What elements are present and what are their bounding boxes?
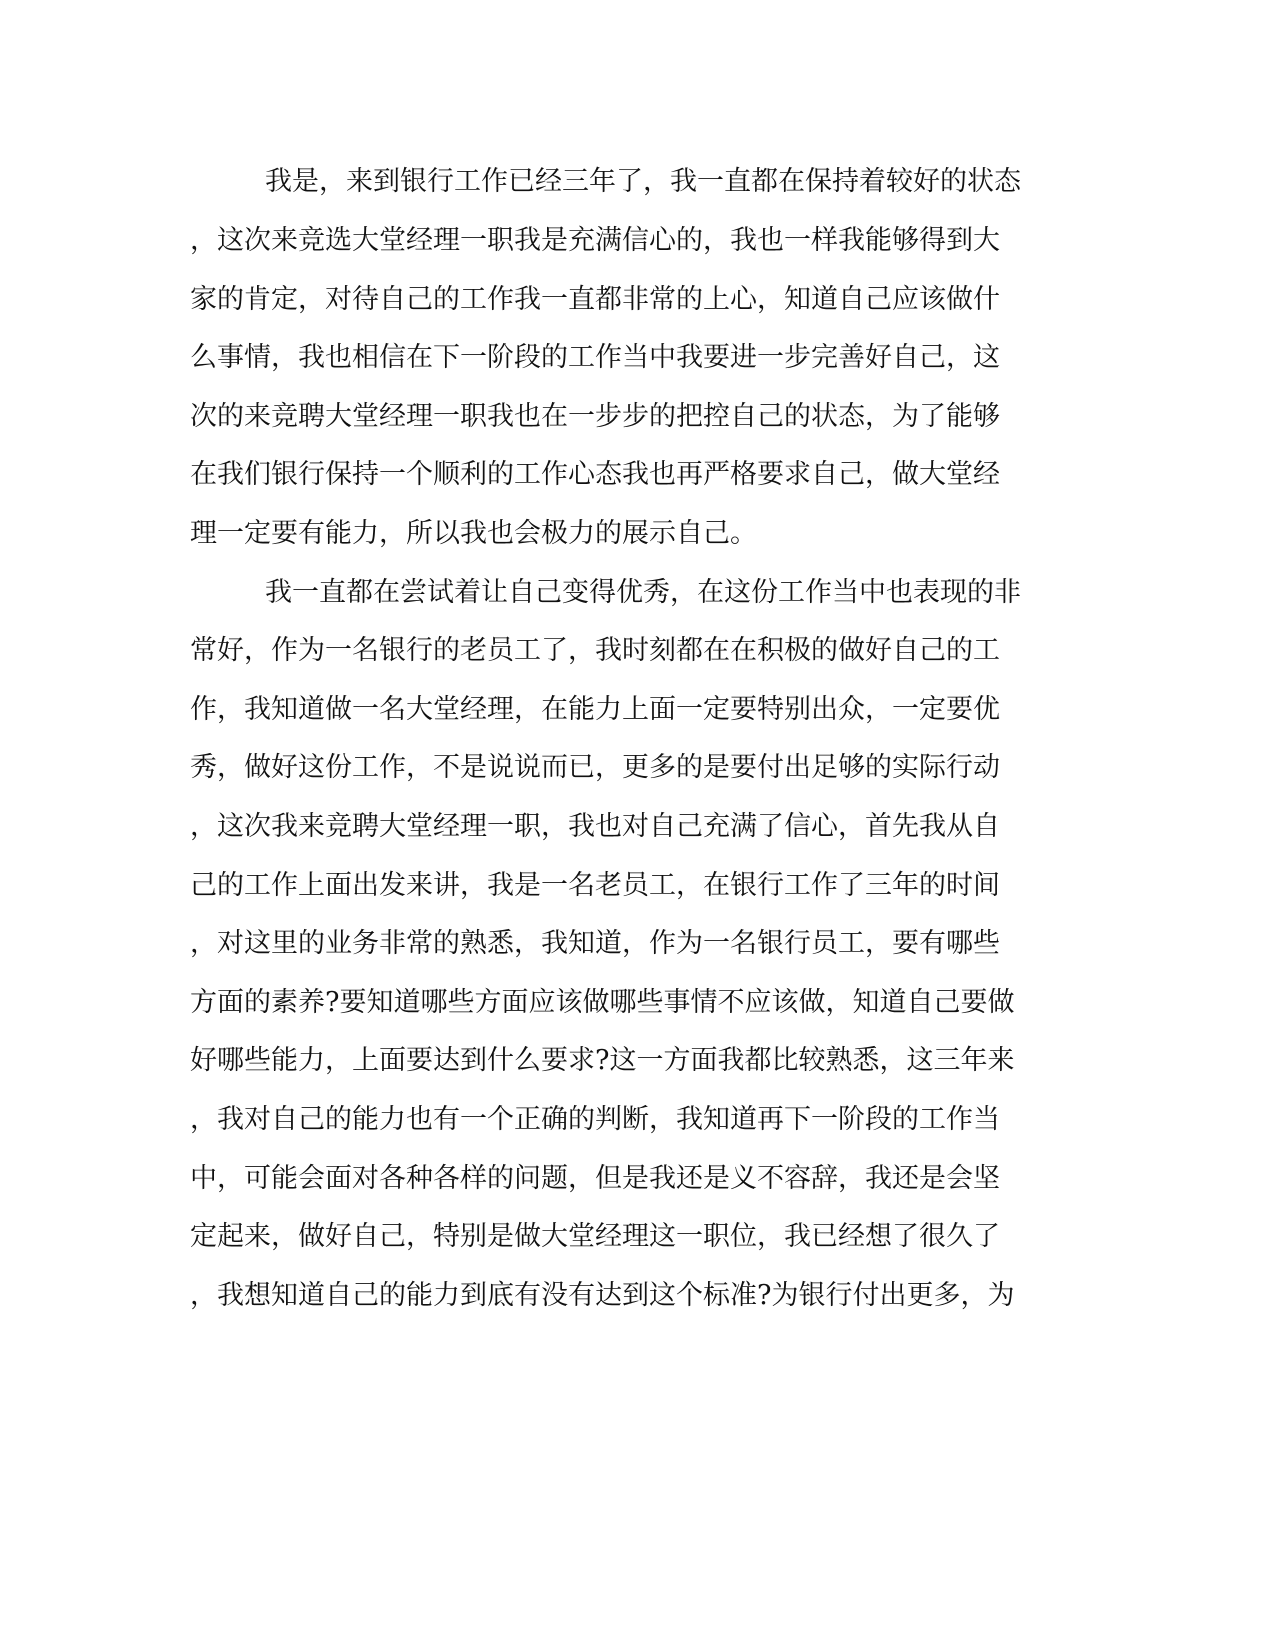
paragraph-line: 我一直都在尝试着让自己变得优秀，在这份工作当中也表现的非 (265, 577, 1021, 608)
paragraph-line: 在我们银行保持一个顺利的工作心态我也再严格要求自己，做大堂经 (190, 459, 1000, 490)
paragraph-line: 家的肯定，对待自己的工作我一直都非常的上心，知道自己应该做什 (190, 284, 1000, 315)
paragraph-line: 常好，作为一名银行的老员工了，我时刻都在在积极的做好自己的工 (190, 635, 1000, 666)
paragraph-line: 己的工作上面出发来讲，我是一名老员工，在银行工作了三年的时间 (190, 870, 1000, 901)
paragraph-line: 定起来，做好自己，特别是做大堂经理这一职位，我已经想了很久了 (190, 1221, 1000, 1252)
paragraph-line: 秀，做好这份工作，不是说说而已，更多的是要付出足够的实际行动 (190, 752, 1000, 783)
paragraph-line: 么事情，我也相信在下一阶段的工作当中我要进一步完善好自己，这 (190, 342, 1000, 373)
paragraph-line: ，我想知道自己的能力到底有没有达到这个标准?为银行付出更多，为 (190, 1280, 1015, 1311)
paragraph-line: 中，可能会面对各种各样的问题，但是我还是义不容辞，我还是会坚 (190, 1163, 1000, 1194)
paragraph-line: 方面的素养?要知道哪些方面应该做哪些事情不应该做，知道自己要做 (190, 987, 1015, 1018)
paragraph-line: ，这次来竞选大堂经理一职我是充满信心的，我也一样我能够得到大 (190, 225, 1000, 256)
paragraph-line: ，我对自己的能力也有一个正确的判断，我知道再下一阶段的工作当 (190, 1104, 1000, 1135)
paragraph-line: 理一定要有能力，所以我也会极力的展示自己。 (190, 518, 757, 549)
paragraph-line: ，对这里的业务非常的熟悉，我知道，作为一名银行员工，要有哪些 (190, 928, 1000, 959)
paragraph-line: ，这次我来竞聘大堂经理一职，我也对自己充满了信心，首先我从自 (190, 811, 1000, 842)
paragraph-line: 作，我知道做一名大堂经理，在能力上面一定要特别出众，一定要优 (190, 694, 1000, 725)
paragraph-line: 我是，来到银行工作已经三年了，我一直都在保持着较好的状态 (265, 166, 1021, 197)
paragraph-line: 好哪些能力，上面要达到什么要求?这一方面我都比较熟悉，这三年来 (190, 1045, 1015, 1076)
paragraph-line: 次的来竞聘大堂经理一职我也在一步步的把控自己的状态，为了能够 (190, 401, 1000, 432)
